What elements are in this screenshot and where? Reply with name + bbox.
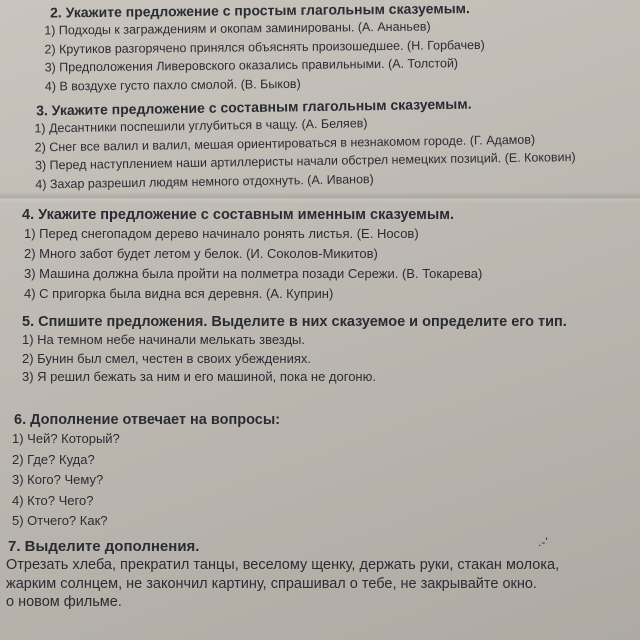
task-heading: 2. Укажите предложение с простым глагольным сказуемым. <box>50 0 470 21</box>
answer-option: 2) Много забот будет летом у белок. (И. Соколов-Микитов) <box>24 246 378 261</box>
answer-option: 2) Снег все валил и валил, мешая ориентироваться в незнакомом городе. (Г. Адамов) <box>34 132 536 154</box>
task-heading: 5. Спишите предложения. Выделите в них сказуемое и определите его тип. <box>22 314 567 330</box>
answer-option: 3) Машина должна была пройти на полметра позади Сережи. (В. Токарева) <box>24 266 483 281</box>
task-4 <box>0 206 640 304</box>
sentence: 2) Бунин был смел, честен в своих убеждениях. <box>22 350 312 366</box>
task-2 <box>0 0 640 96</box>
answer-option: 3) Кого? Чему? <box>12 472 104 487</box>
pen-marks: .-' <box>538 535 548 549</box>
task-7 <box>0 538 640 612</box>
answer-option: 4) Кто? Чего? <box>12 492 94 508</box>
answer-option: 2) Крутиков разгорячено принялся объяснять произошедшее. (Н. Горбачев) <box>44 37 485 57</box>
answer-option: 3) Перед наступлением наши артиллеристы начали обстрел немецких позиций. (Е. Коковин) <box>34 149 576 173</box>
answer-option: 1) Десантники поспешили углубиться в чащу. (А. Беляев) <box>34 116 368 136</box>
task-heading: 3. Укажите предложение с составным глагольным сказуемым. <box>36 95 472 119</box>
answer-option: 1) Подходы к заграждениям и окопам заминированы. (А. Ананьев) <box>44 19 431 38</box>
answer-option: 4) В воздухе густо пахло смолой. (В. Быков) <box>44 76 301 94</box>
sentence: 3) Я решил бежать за ним и его машиной, пока не догоню. <box>22 369 376 384</box>
task-heading: 7. Выделите дополнения. <box>8 538 200 555</box>
answer-option: 1) Чей? Который? <box>12 431 120 446</box>
task-heading: 6. Дополнение отвечает на вопросы: <box>14 412 281 428</box>
answer-option: 1) Перед снегопадом дерево начинало ронять листья. (Е. Носов) <box>24 226 419 241</box>
answer-option: 4) Захар разрешил людям немного отдохнуть. (А. Иванов) <box>35 171 374 191</box>
paper-fold <box>0 192 640 204</box>
answer-option: 3) Предположения Ливеровского оказались правильными. (А. Толстой) <box>44 56 459 75</box>
task-6 <box>0 411 640 532</box>
task-heading: 4. Укажите предложение с составным именным сказуемым. <box>22 207 455 223</box>
task-5 <box>0 313 640 387</box>
task-3 <box>0 92 640 194</box>
answer-option: 2) Где? Куда? <box>12 451 95 467</box>
phrase-line: Отрезать хлеба, прекратил танцы, веселому щенку, держать руки, стакан молока, <box>6 557 560 573</box>
phrase-line: о новом фильме. <box>6 594 122 610</box>
phrase-line: жарким солнцем, не закончил картину, спрашивал о тебе, не закрывайте окно. <box>6 575 537 592</box>
answer-option: 5) Отчего? Как? <box>12 513 108 528</box>
answer-option: 4) С пригорка была видна вся деревня. (А. Куприн) <box>24 286 334 301</box>
sentence: 1) На темном небе начинали мелькать звезды. <box>22 332 305 347</box>
